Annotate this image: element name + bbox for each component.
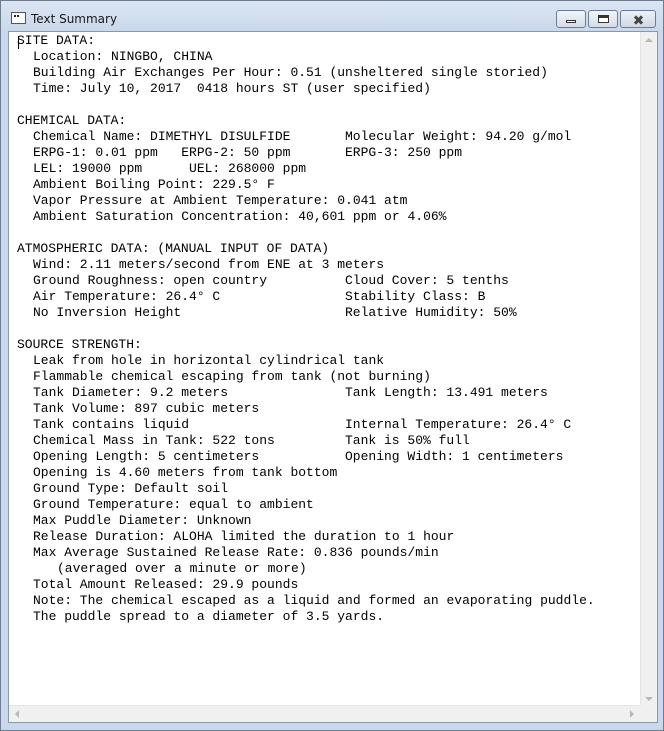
source-tank-length: Tank Length: 13.491 meters xyxy=(345,385,548,400)
site-air-exchanges: Building Air Exchanges Per Hour: 0.51 (unsheltered single storied) xyxy=(33,65,548,80)
source-release-duration: Release Duration: ALOHA limited the duration to 1 hour xyxy=(33,529,455,544)
source-opening-width: Opening Width: 1 centimeters xyxy=(345,449,564,464)
source-puddle-diameter: Max Puddle Diameter: Unknown xyxy=(33,513,252,528)
source-note-2: The puddle spread to a diameter of 3.5 yards. xyxy=(33,609,385,624)
minimize-button[interactable] xyxy=(556,10,586,28)
chemical-saturation: Ambient Saturation Concentration: 40,601 ppm or 4.06% xyxy=(33,209,447,224)
atmospheric-heading: ATMOSPHERIC DATA: (MANUAL INPUT OF DATA) xyxy=(17,241,330,256)
window-title: Text Summary xyxy=(31,12,118,26)
scroll-right-arrow-icon[interactable] xyxy=(630,710,634,718)
source-ground-type: Ground Type: Default soil xyxy=(33,481,229,496)
vertical-scrollbar[interactable] xyxy=(640,32,657,707)
chemical-boiling-point: Ambient Boiling Point: 229.5° F xyxy=(33,177,275,192)
source-note-1: Note: The chemical escaped as a liquid and formed an evaporating puddle. xyxy=(33,593,595,608)
source-internal-temperature: Internal Temperature: 26.4° C xyxy=(345,417,572,432)
site-location: Location: NINGBO, CHINA xyxy=(33,49,213,64)
source-opening-length: Opening Length: 5 centimeters xyxy=(33,449,260,464)
atmospheric-inversion: No Inversion Height xyxy=(33,305,182,320)
source-total-released: Total Amount Released: 29.9 pounds xyxy=(33,577,299,592)
chemical-name: Chemical Name: DIMETHYL DISULFIDE xyxy=(33,129,291,144)
atmospheric-cloud-cover: Cloud Cover: 5 tenths xyxy=(345,273,509,288)
chemical-molecular-weight: Molecular Weight: 94.20 g/mol xyxy=(345,129,572,144)
atmospheric-air-temperature: Air Temperature: 26.4° C xyxy=(33,289,221,304)
source-release-rate: Max Average Sustained Release Rate: 0.836 pounds/min xyxy=(33,545,439,560)
chemical-vapor-pressure: Vapor Pressure at Ambient Temperature: 0.041 atm xyxy=(33,193,408,208)
atmospheric-humidity: Relative Humidity: 50% xyxy=(345,305,517,320)
title-bar[interactable] xyxy=(1,1,663,31)
scroll-up-arrow-icon[interactable] xyxy=(645,38,653,42)
source-tank-volume: Tank Volume: 897 cubic meters xyxy=(33,401,260,416)
source-ground-temperature: Ground Temperature: equal to ambient xyxy=(33,497,314,512)
app-window-icon[interactable] xyxy=(11,12,26,24)
source-release-rate-note: (averaged over a minute or more) xyxy=(57,561,307,576)
site-time: Time: July 10, 2017 0418 hours ST (user specified) xyxy=(33,81,431,96)
atmospheric-roughness: Ground Roughness: open country xyxy=(33,273,268,288)
source-tank-contents: Tank contains liquid xyxy=(33,417,190,432)
summary-text[interactable] xyxy=(17,32,642,708)
maximize-button[interactable] xyxy=(588,10,618,28)
source-chemical-mass: Chemical Mass in Tank: 522 tons xyxy=(33,433,275,448)
scroll-left-arrow-icon[interactable] xyxy=(15,710,19,718)
atmospheric-stability-class: Stability Class: B xyxy=(345,289,486,304)
source-tank-full: Tank is 50% full xyxy=(345,433,470,448)
source-flammable: Flammable chemical escaping from tank (not burning) xyxy=(33,369,431,384)
scrollbar-corner xyxy=(640,705,657,722)
source-opening-height: Opening is 4.60 meters from tank bottom xyxy=(33,465,338,480)
horizontal-scrollbar[interactable] xyxy=(9,705,640,722)
chemical-erpg-1-2: ERPG-1: 0.01 ppm ERPG-2: 50 ppm xyxy=(33,145,291,160)
site-heading: SITE DATA: xyxy=(17,33,96,48)
chemical-erpg-3: ERPG-3: 250 ppm xyxy=(345,145,463,160)
source-tank-diameter: Tank Diameter: 9.2 meters xyxy=(33,385,229,400)
scroll-down-arrow-icon[interactable] xyxy=(645,697,653,701)
source-leak: Leak from hole in horizontal cylindrical tank xyxy=(33,353,385,368)
close-button[interactable] xyxy=(620,10,656,28)
chemical-heading: CHEMICAL DATA: xyxy=(17,113,127,128)
chemical-lel-uel: LEL: 19000 ppm UEL: 268000 ppm xyxy=(33,161,307,176)
source-heading: SOURCE STRENGTH: xyxy=(17,337,142,352)
text-pane[interactable] xyxy=(8,31,658,723)
atmospheric-wind: Wind: 2.11 meters/second from ENE at 3 meters xyxy=(33,257,385,272)
